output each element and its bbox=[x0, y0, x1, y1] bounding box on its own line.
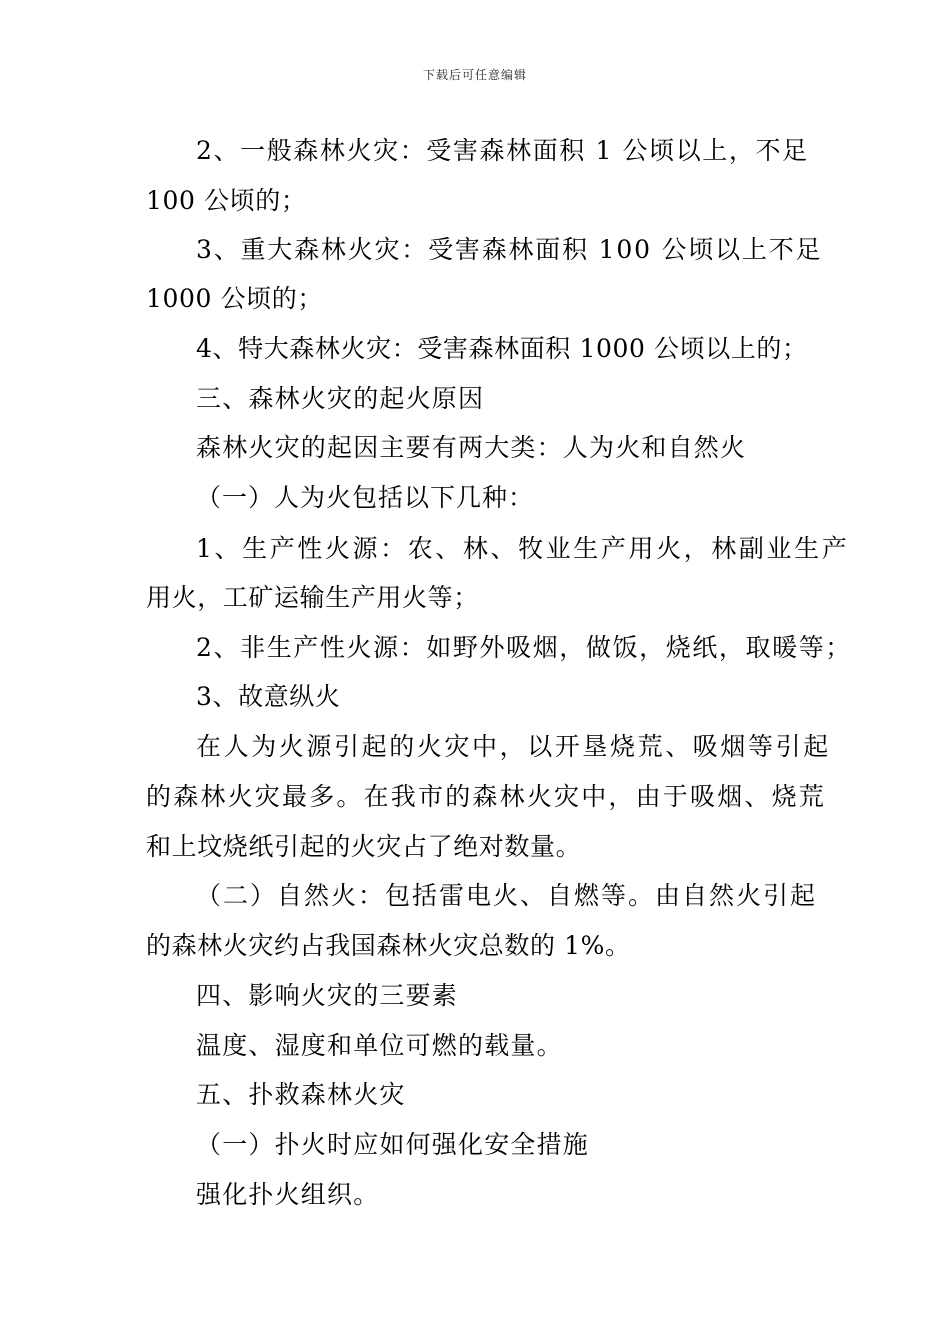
paragraph-line: 温度、湿度和单位可燃的载量。 bbox=[196, 1031, 563, 1060]
paragraph-line: 的森林火灾最多。在我市的森林火灾中，由于吸烟、烧荒 bbox=[146, 782, 827, 811]
paragraph-line: 强化扑火组织。 bbox=[196, 1180, 380, 1209]
section-heading: 三、森林火灾的起火原因 bbox=[196, 384, 485, 413]
paragraph-line: 1000 公顷的； bbox=[146, 284, 323, 313]
paragraph-line: （二）自然火：包括雷电火、自燃等。由自然火引起 bbox=[196, 881, 818, 910]
paragraph-line: 用火，工矿运输生产用火等； bbox=[146, 583, 479, 612]
paragraph-line: 的森林火灾约占我国森林火灾总数的 1%。 bbox=[146, 931, 631, 960]
paragraph-line: 2、一般森林火灾：受害森林面积 1 公顷以上，不足 bbox=[196, 136, 809, 165]
paragraph-line: 2、非生产性火源：如野外吸烟，做饭，烧纸，取暖等； bbox=[196, 633, 852, 662]
section-heading: 四、影响火灾的三要素 bbox=[196, 981, 459, 1010]
header-note: 下载后可任意编辑 bbox=[422, 68, 527, 82]
paragraph-line: 在人为火源引起的火灾中，以开垦烧荒、吸烟等引起 bbox=[196, 732, 831, 761]
subsection-heading: （一）扑火时应如何强化安全措施 bbox=[196, 1130, 590, 1159]
paragraph-line: 1、生产性火源：农、林、牧业生产用火，林副业生产 bbox=[196, 534, 850, 563]
section-heading: 五、扑救森林火灾 bbox=[196, 1080, 406, 1109]
paragraph-line: 3、故意纵火 bbox=[196, 682, 341, 711]
paragraph-line: 4、特大森林火灾：受害森林面积 1000 公顷以上的； bbox=[196, 334, 808, 363]
paragraph-line: 森林火灾的起因主要有两大类：人为火和自然火 bbox=[196, 433, 747, 462]
paragraph-line: 3、重大森林火灾：受害森林面积 100 公顷以上不足 bbox=[196, 235, 823, 264]
subsection-heading: （一）人为火包括以下几种： bbox=[196, 483, 535, 512]
paragraph-line: 100 公顷的； bbox=[146, 186, 307, 215]
paragraph-line: 和上坟烧纸引起的火灾占了绝对数量。 bbox=[146, 832, 582, 861]
